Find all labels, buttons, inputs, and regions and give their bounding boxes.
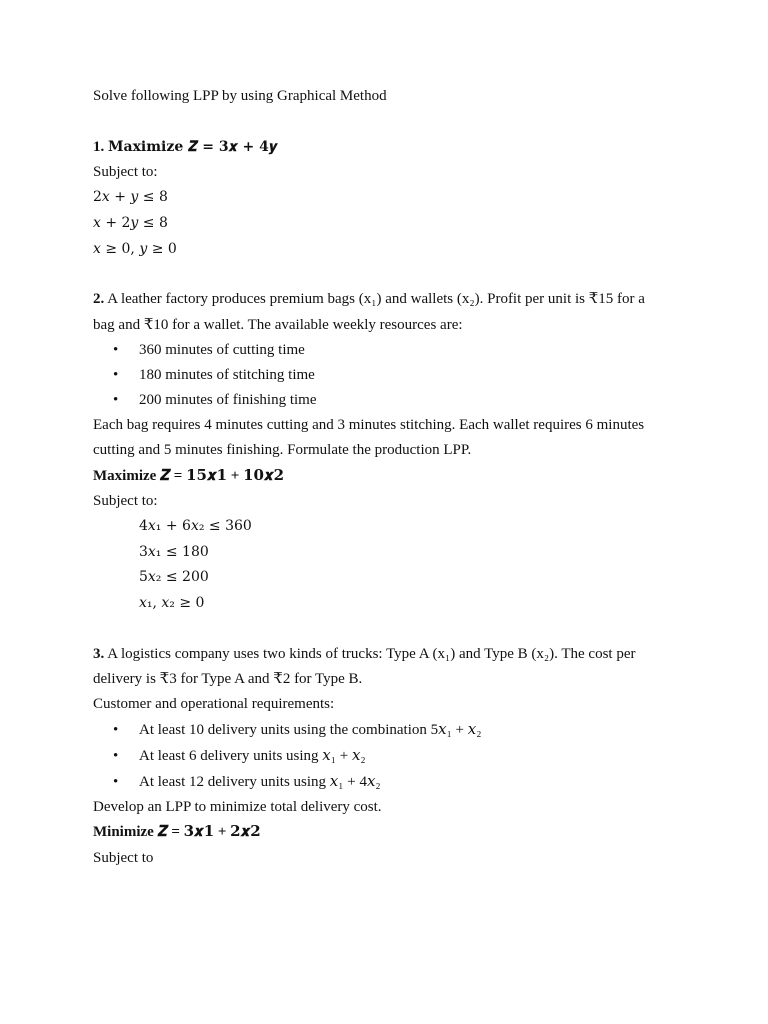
q1-subject-to: Subject to:: [93, 164, 158, 180]
q3-number: 3.: [93, 646, 105, 662]
q2-text-line-2: bag and ₹10 for a wallet. The available weekly resources are:: [93, 317, 463, 333]
q3-text-line-1: [93, 644, 635, 664]
q2-text-line-4: cutting and 5 minutes finishing. Formulate the production LPP.: [93, 442, 472, 458]
bullet-icon: •: [113, 774, 119, 790]
q2-constraint-3: 5𝑥₂ ≤ 200: [139, 569, 209, 585]
q2-constraint-1: 4𝑥₁ + 6𝑥₂ ≤ 360: [139, 518, 252, 534]
bullet-icon: •: [113, 367, 119, 383]
q2-text-line-1-content: A leather factory produces premium bags (x₁) and wallets (x₂). Profit per unit is ₹15 for a: [107, 291, 645, 307]
q1-constraint-3: 𝑥 ≥ 0, 𝑦 ≥ 0: [93, 241, 177, 257]
q3-text-line-4: Develop an LPP to minimize total delivery cost.: [93, 799, 382, 815]
q2-constraint-4: 𝑥₁, 𝑥₂ ≥ 0: [139, 595, 205, 611]
q2-bullet-1: 360 minutes of cutting time: [139, 342, 305, 358]
bullet-icon: •: [113, 722, 119, 738]
q2-text-line-3: Each bag requires 4 minutes cutting and 3 minutes stitching. Each wallet requires 6 minutes: [93, 417, 645, 433]
q1-objective-text: Maximize 𝒁 = 𝟑𝒙 + 𝟒𝒚: [108, 139, 278, 155]
q2-bullet-2: 180 minutes of stitching time: [139, 367, 315, 383]
q3-text-line-1-content: A logistics company uses two kinds of trucks: Type A (x₁) and Type B (x₂). The cost per: [107, 646, 636, 662]
q2-subject-to: Subject to:: [93, 493, 158, 509]
q2-constraint-2: 3𝑥₁ ≤ 180: [139, 544, 209, 560]
q2-bullet-3: 200 minutes of finishing time: [139, 392, 317, 408]
bullet-icon: •: [113, 748, 119, 764]
q1-objective: [93, 137, 277, 157]
q3-text-line-3: Customer and operational requirements:: [93, 696, 335, 712]
bullet-icon: •: [113, 342, 119, 358]
q3-bullet-1: At least 10 delivery units using the combination 5𝑥₁ + 𝑥₂: [139, 722, 482, 738]
q3-bullet-3: At least 12 delivery units using 𝑥₁ + 4𝑥₂: [139, 774, 381, 790]
q2-objective: Maximize 𝒁 = 𝟏𝟓𝒙𝟏 + 𝟏𝟎𝒙𝟐: [93, 468, 285, 484]
q3-objective: Minimize 𝒁 = 𝟑𝒙𝟏 + 𝟐𝒙𝟐: [93, 824, 261, 840]
q1-constraint-1: 2𝑥 + 𝑦 ≤ 8: [93, 189, 168, 205]
q3-bullet-2: At least 6 delivery units using 𝑥₁ + 𝑥₂: [139, 748, 366, 764]
bullet-icon: •: [113, 392, 119, 408]
q1-constraint-2: 𝑥 + 2𝑦 ≤ 8: [93, 215, 168, 231]
q3-subject-to: Subject to: [93, 850, 154, 866]
q3-text-line-2: delivery is ₹3 for Type A and ₹2 for Type B.: [93, 671, 363, 687]
q2-number: 2.: [93, 291, 105, 307]
q1-number: 1.: [93, 139, 105, 155]
document-heading: Solve following LPP by using Graphical Method: [93, 88, 387, 104]
q2-text-line-1: [93, 289, 645, 309]
